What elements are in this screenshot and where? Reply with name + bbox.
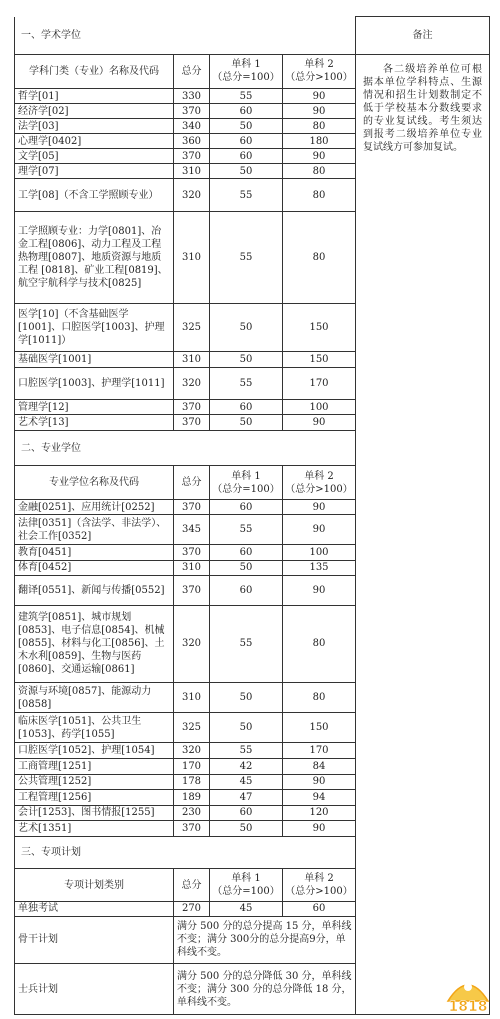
total-score: 310 (174, 683, 210, 713)
column-header-single-1 (210, 869, 283, 901)
column-header-single-1 (210, 54, 283, 88)
total-score: 320 (174, 605, 210, 683)
discipline-name: 临床医学[1051]、公共卫生[1053]、药学[1055] (15, 713, 174, 743)
single-score-1: 50 (210, 713, 283, 743)
column-header-single-1-note: （总分=100） (212, 72, 280, 84)
single-score-2: 120 (283, 805, 356, 820)
column-header-total: 总分 (174, 54, 210, 88)
single-score-2: 90 (283, 774, 356, 789)
single-score-1: 60 (210, 545, 283, 560)
discipline-name: 单独考试 (15, 901, 174, 916)
total-score: 370 (174, 575, 210, 605)
total-score: 370 (174, 545, 210, 560)
single-score-1: 60 (210, 104, 283, 119)
single-score-2: 180 (283, 134, 356, 149)
total-score: 320 (174, 367, 210, 399)
column-header-name: 学科门类（专业）名称及代码 (15, 54, 174, 88)
total-score: 310 (174, 560, 210, 575)
section-title-professional: 二、专业学位 (15, 431, 356, 465)
column-header-single-2-note: （总分>100） (285, 72, 353, 84)
discipline-name: 哲学[01] (15, 89, 174, 104)
single-score-2: 90 (283, 149, 356, 164)
column-header-single-1-title: 单科 1 (231, 873, 261, 885)
single-score-2: 80 (283, 683, 356, 713)
discipline-name: 口腔医学[1003]、护理学[1011] (15, 367, 174, 399)
site-logo-watermark (442, 971, 494, 1015)
single-score-1: 50 (210, 351, 283, 367)
discipline-name: 医学[10]（不含基础医学[1001]、口腔医学[1003]、护理学[1011]） (15, 304, 174, 351)
section-title-special: 三、专项计划 (15, 837, 356, 869)
single-score-1: 60 (210, 149, 283, 164)
single-score-2: 90 (283, 515, 356, 545)
single-score-1: 42 (210, 758, 283, 774)
discipline-name: 资源与环境[0857]、能源动力[0858] (15, 683, 174, 713)
total-score: 325 (174, 713, 210, 743)
single-score-2: 60 (283, 901, 356, 916)
single-score-1: 60 (210, 400, 283, 415)
total-score: 330 (174, 89, 210, 104)
total-score: 310 (174, 211, 210, 304)
total-score: 230 (174, 805, 210, 820)
single-score-1: 50 (210, 164, 283, 179)
total-score: 370 (174, 820, 210, 836)
single-score-2: 94 (283, 789, 356, 805)
single-score-2: 80 (283, 119, 356, 134)
total-score: 310 (174, 351, 210, 367)
single-score-2: 84 (283, 758, 356, 774)
plan-rule-soldier: 满分 500 分的总分降低 30 分，单科线不变；满分 300 分的总分降低 18 分，单科线不变。 (174, 964, 356, 1015)
total-score: 325 (174, 304, 210, 351)
single-score-2: 80 (283, 211, 356, 304)
total-score: 340 (174, 119, 210, 134)
single-score-2: 100 (283, 545, 356, 560)
discipline-name: 建筑学[0851]、城市规划[0853]、电子信息[0854]、机械[0855]、材料与化工[0856]、土木水利[0859]、生物与医药[0860]、交通运输[0861] (15, 605, 174, 683)
total-score: 320 (174, 743, 210, 758)
total-score: 370 (174, 400, 210, 415)
discipline-name: 工商管理[1251] (15, 758, 174, 774)
single-score-2: 90 (283, 104, 356, 119)
single-score-1: 55 (210, 211, 283, 304)
discipline-name: 会计[1253]、图书情报[1255] (15, 805, 174, 820)
discipline-name: 工学[08]（不含工学照顾专业） (15, 179, 174, 211)
single-score-1: 45 (210, 774, 283, 789)
single-score-2: 90 (283, 89, 356, 104)
single-score-1: 55 (210, 89, 283, 104)
single-score-1: 55 (210, 605, 283, 683)
single-score-1: 60 (210, 500, 283, 515)
remarks-text: 各二级培养单位可根据本单位学科特点、生源情况和招生计划数制定不低于学校基本分数线要求的专业复试线。考生须达到报考二级培养单位专业复试线方可参加复试。 (356, 54, 490, 1014)
single-score-1: 60 (210, 134, 283, 149)
total-score: 170 (174, 758, 210, 774)
single-score-1: 50 (210, 683, 283, 713)
total-score: 345 (174, 515, 210, 545)
single-score-1: 60 (210, 575, 283, 605)
plan-rule-backbone: 满分 500 分的总分提高 15 分，单科线不变；满分 300分的总分提高9分，单科线不变。 (174, 916, 356, 963)
total-score: 370 (174, 500, 210, 515)
score-line-table (14, 16, 490, 1015)
discipline-name: 金融[0251]、应用统计[0252] (15, 500, 174, 515)
discipline-name: 教育[0451] (15, 545, 174, 560)
total-score: 270 (174, 901, 210, 916)
single-score-1: 55 (210, 515, 283, 545)
column-header-single-1-note: （总分=100） (212, 886, 280, 898)
discipline-name: 管理学[12] (15, 400, 174, 415)
single-score-1: 60 (210, 805, 283, 820)
plan-name-backbone: 骨干计划 (15, 916, 174, 963)
total-score: 370 (174, 415, 210, 431)
single-score-1: 55 (210, 179, 283, 211)
single-score-2: 90 (283, 575, 356, 605)
total-score: 370 (174, 104, 210, 119)
single-score-2: 80 (283, 164, 356, 179)
total-score: 189 (174, 789, 210, 805)
discipline-name: 翻译[0551]、新闻与传播[0552] (15, 575, 174, 605)
single-score-1: 45 (210, 901, 283, 916)
column-header-single-1-note: （总分=100） (212, 483, 280, 495)
total-score: 310 (174, 164, 210, 179)
plan-name-soldier: 士兵计划 (15, 964, 174, 1015)
discipline-name: 理学[07] (15, 164, 174, 179)
column-header-single-2 (283, 465, 356, 499)
svg-text:1818: 1818 (448, 999, 488, 1015)
section-title-academic: 一、学术学位 (15, 17, 356, 55)
column-header-single-1 (210, 465, 283, 499)
remarks-header: 备注 (356, 17, 490, 55)
column-header-single-2 (283, 54, 356, 88)
single-score-2: 90 (283, 415, 356, 431)
discipline-name: 艺术[1351] (15, 820, 174, 836)
discipline-name: 法学[03] (15, 119, 174, 134)
single-score-2: 150 (283, 713, 356, 743)
column-header-single-2-note: （总分>100） (285, 886, 353, 898)
discipline-name: 工程管理[1256] (15, 789, 174, 805)
discipline-name: 口腔医学[1052]、护理[1054] (15, 743, 174, 758)
total-score: 360 (174, 134, 210, 149)
column-header-name: 专项计划类别 (15, 869, 174, 901)
column-header-total: 总分 (174, 869, 210, 901)
discipline-name: 法律[0351]（含法学、非法学）、社会工作[0352] (15, 515, 174, 545)
discipline-name: 公共管理[1252] (15, 774, 174, 789)
total-score: 370 (174, 149, 210, 164)
column-header-single-2-title: 单科 2 (304, 59, 334, 71)
single-score-2: 80 (283, 605, 356, 683)
column-header-single-2 (283, 869, 356, 901)
single-score-2: 90 (283, 820, 356, 836)
single-score-1: 55 (210, 367, 283, 399)
single-score-1: 50 (210, 820, 283, 836)
single-score-1: 47 (210, 789, 283, 805)
single-score-2: 170 (283, 367, 356, 399)
discipline-name: 艺术学[13] (15, 415, 174, 431)
total-score: 178 (174, 774, 210, 789)
column-header-single-2-title: 单科 2 (304, 470, 334, 482)
discipline-name: 文学[05] (15, 149, 174, 164)
column-header-total: 总分 (174, 465, 210, 499)
column-header-single-1-title: 单科 1 (231, 59, 261, 71)
single-score-2: 90 (283, 500, 356, 515)
discipline-name: 经济学[02] (15, 104, 174, 119)
discipline-name: 心理学[0402] (15, 134, 174, 149)
single-score-2: 150 (283, 351, 356, 367)
column-header-single-1-title: 单科 1 (231, 470, 261, 482)
column-header-name: 专业学位名称及代码 (15, 465, 174, 499)
discipline-name: 工学照顾专业：力学[0801]、冶金工程[0806]、动力工程及工程热物理[0807]、地质资源与地质工程 [0818]、矿业工程[0819]、航空宇航科学与技术[0825] (15, 211, 174, 304)
single-score-1: 50 (210, 119, 283, 134)
single-score-1: 50 (210, 560, 283, 575)
single-score-2: 100 (283, 400, 356, 415)
score-line-sheet (14, 16, 489, 1015)
discipline-name: 体育[0452] (15, 560, 174, 575)
total-score: 320 (174, 179, 210, 211)
single-score-2: 170 (283, 743, 356, 758)
single-score-2: 150 (283, 304, 356, 351)
single-score-1: 50 (210, 304, 283, 351)
single-score-2: 80 (283, 179, 356, 211)
single-score-1: 50 (210, 415, 283, 431)
single-score-2: 135 (283, 560, 356, 575)
discipline-name: 基础医学[1001] (15, 351, 174, 367)
single-score-1: 55 (210, 743, 283, 758)
column-header-single-2-note: （总分>100） (285, 483, 353, 495)
column-header-single-2-title: 单科 2 (304, 873, 334, 885)
